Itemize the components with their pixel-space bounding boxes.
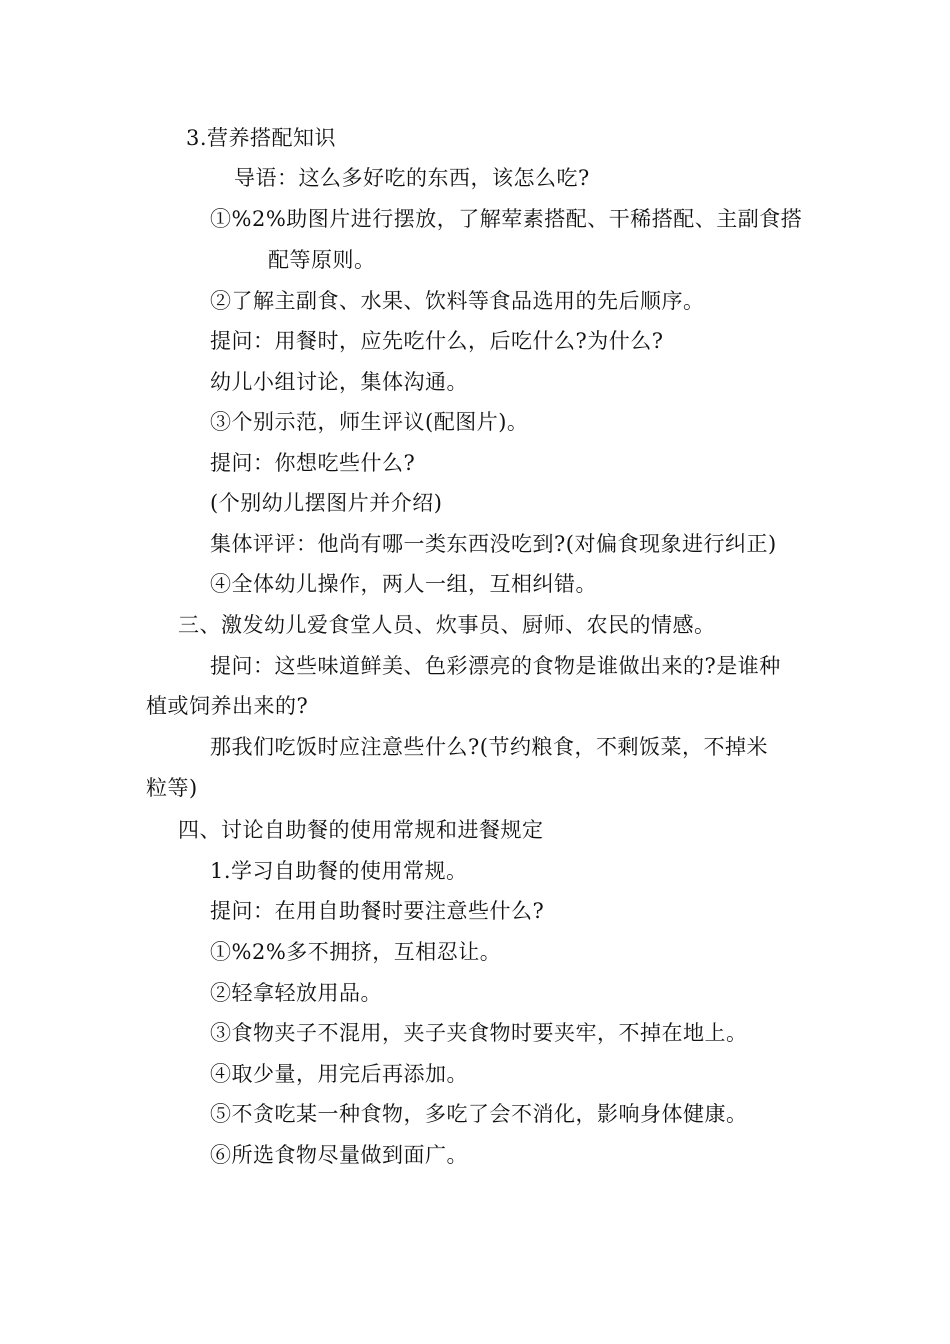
list-item-1: ①%2%助图片进行摆放，了解荤素搭配、干稀搭配、主副食搭 [210,207,803,231]
list-item-1: ①%2%多不拥挤，互相忍让。 [210,940,502,964]
list-item-2: ②了解主副食、水果、饮料等食品选用的先后顺序。 [210,289,705,313]
list-item-3: ③个别示范，师生评议(配图片)。 [210,410,529,434]
question-line: 提问：用餐时，应先吃什么，后吃什么?为什么? [210,329,664,353]
list-item-4: ④取少量，用完后再添加。 [210,1062,468,1086]
question-line-continued: 植或饲养出来的? [146,694,309,718]
paragraph-line: 那我们吃饭时应注意些什么?(节约粮食，不剩饭菜，不掉米 [210,735,768,759]
paragraph-line: 集体评评：他尚有哪一类东西没吃到?(对偏食现象进行纠正) [210,532,777,556]
list-item-5: ⑤不贪吃某一种食物，多吃了会不消化，影响身体健康。 [210,1102,748,1126]
section-heading-three: 三、激发幼儿爱食堂人员、炊事员、厨师、农民的情感。 [178,613,716,637]
paragraph-line: 幼儿小组讨论，集体沟通。 [210,370,468,394]
question-line: 提问：在用自助餐时要注意些什么? [210,899,545,923]
list-item-2: ②轻拿轻放用品。 [210,981,382,1005]
list-item-1-continued: 配等原则。 [268,248,376,272]
paragraph-line: (个别幼儿摆图片并介绍) [210,491,443,515]
question-line: 提问：你想吃些什么? [210,451,416,475]
subheading-line: 1.学习自助餐的使用常规。 [210,859,468,883]
intro-line: 导语：这么多好吃的东西，该怎么吃? [234,166,590,190]
list-item-3: ③食物夹子不混用，夹子夹食物时要夹牢，不掉在地上。 [210,1021,748,1045]
section-heading-nutrition: 3.营养搭配知识 [186,126,337,150]
list-item-6: ⑥所选食物尽量做到面广。 [210,1143,468,1167]
section-heading-four: 四、讨论自助餐的使用常规和进餐规定 [178,818,544,842]
paragraph-line-continued: 粒等) [146,776,198,800]
list-item-4: ④全体幼儿操作，两人一组，互相纠错。 [210,572,597,596]
question-line: 提问：这些味道鲜美、色彩漂亮的食物是谁做出来的?是谁种 [210,654,781,678]
